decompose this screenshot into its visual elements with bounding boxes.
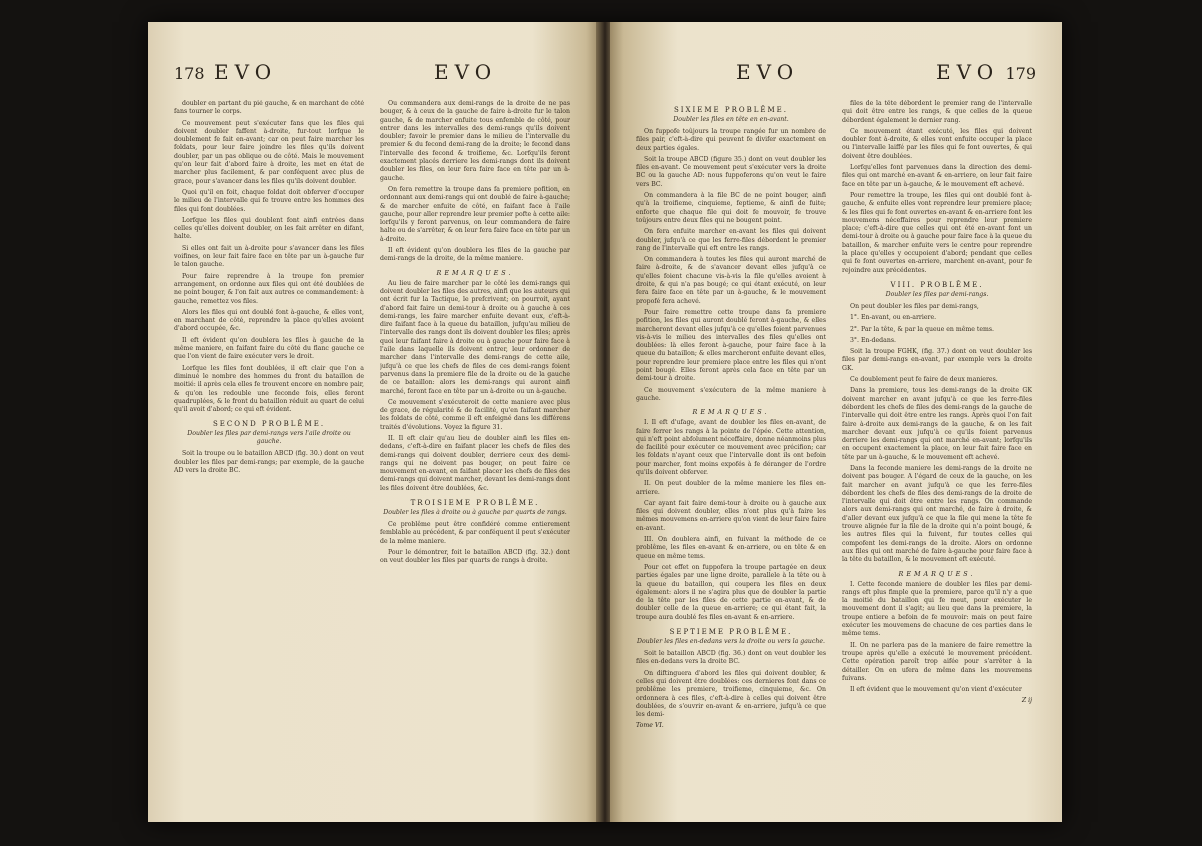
paragraph: doubler en partant du pié gauche, & en marchant de côté fans tourner le corps. [174,100,364,116]
paragraph: files de la tête débordent le premier rang de l'intervalle qui doit être entre les rangs, & que celles de la queue débordent également le dernier rang. [842,100,1032,124]
paragraph: Au lieu de faire marcher par le côté les demi-rangs qui doivent doubler les files des autres, ainfi que les auteurs qui ont écrit fur la Tactique, le prefcrivent; on pourroit, ayant d'abord fait faire un demi-tour à droite ou à gauche à ces demi-rangs, les faire marcher enfuite devant eux, c'eft-à-dire faifant face à la queue du bataillon, jufqu'au milieu de l'intervalle des rangs dont ils doivent doubler les files; après quoi leur faifant faire à droite ou à gauche pour faire face à l'aile dans laquelle ils doivent entrer, leur ordonner de marcher dans l'intervalle des demi-rangs de cette aile, jufqu'à ce que les chefs de files de ces demi-rangs foient parvenus dans la premiere file de la droite ou de la gauche de ce bataillon: alors les demi-rangs qui auront ainfi marché, feront face en tête par un à-droite ou un à-gauche. [380,279,570,395]
paragraph: Pour faire remettre cette troupe dans fa premiere pofition, les files qui auront doublé feront à-gauche, & elles marcheront devant elles jufqu'à ce qu'elles foient parvenues vis-à-vis le milieu des intervalles des files qu'elles ont doublées: là elles feront à-gauche, pour faire face à la queue du bataillon; & elles marcheront enfuite devant elles, pour reprendre leur premiere place entre les files qui n'ont point bougé. Elles feront après cela face en tête par un demi-tour à droite. [636,308,826,383]
paragraph: Ce doublement peut fe faire de deux manieres. [850,376,998,384]
paragraph: On diftinguera d'abord les files qui doivent doubler, & celles qui doivent être doublées: ces dernieres font dans ce problême les premiere, troifieme, cinquieme, &c. On ordonnera à ces files, c'eft-à-dire à celles qui doivent être doublées, de s'ouvrir en-avant & en-arriere, jufqu'à ce que les demi- [636,669,826,719]
paragraph: II. Il eft clair qu'au lieu de doubler ainfi les files en-dedans, c'eft-à-dire en faifant placer les chefs de files des demi-rangs qui doivent doubler, derriere ceux des demi-rangs qui ne doivent pas bouger, on peut faire ce mouvement en-avant, en faifant placer les chefs de files des demi-rangs qui doivent marcher, devant les demi-rangs dont les files doivent être doublées, &c. [380,434,570,492]
paragraph: Si elles ont fait un à-droite pour s'avancer dans les files voifines, on leur fait faire face en tête par un à-gauche fur le talon gauche. [174,244,364,269]
section-heading: TROISIEME PROBLÊME. [410,499,540,508]
paragraph: Alors les files qui ont doublé font à-gauche, & elles vont, en marchant de côté, reprendre la place qu'elles avoient d'abord occupée, &c. [174,308,364,333]
paragraph: On commandera à la file BC de ne point bouger, ainfi qu'à la troifieme, cinquieme, feptieme, & ainfi de fuite; enforte que chaque file qui doit fe mouvoir, fe trouve toûjours entre deux files qui ne bougent point. [636,192,826,224]
open-book [148,22,1062,822]
section-heading: SEPTIEME PROBLÊME. [669,628,793,637]
left-head-word: EVO [214,60,278,84]
section-subtitle: Doubler les files à droite ou à gauche par quarts de rangs. [383,509,567,517]
right-column-1 [636,100,826,804]
left-column-2 [380,100,570,804]
paragraph: Lorfqu'elles font parvenues dans la direction des demi-files qui ont marché en-avant & en-arriere, on leur fait faire face en tête par un à-gauche, & le mouvement eft achevé. [842,164,1032,188]
right-columns [636,100,1036,804]
paragraph: On fera remettre la troupe dans fa premiere pofition, en ordonnant aux demi-rangs qui ont doublé de faire à-gauche; & de marcher enfuite de côté, en faifant face à l'aile gauche, pour aller reprendre leur premier pofte à cette aile: lorfqu'ils y feront parvenus, on leur commandera de faire halte ou de s'arrêter, & on leur fera faire face en tête par un à-droite. [380,185,570,243]
paragraph: Soit la troupe FGHK, (fig. 37.) dont on veut doubler les files par demi-rangs en-avant, par exemple vers la droite GK. [842,348,1032,372]
paragraph: On commandera à toutes les files qui auront marché de faire à-droite, & de s'avancer devant elles jufqu'à ce qu'elles foient chacune vis-à-vis la file qu'elles avoient à droite, & qui n'a pas bougé; ce qui étant exécuté, on leur fera faire face en tête par un à-gauche, & le mouvement propofé fera achevé. [636,256,826,305]
remarks-heading: REMARQUES. [436,268,514,277]
paragraph: Il eft évident qu'on doublera les files à gauche de la même maniere, en faifant faire du côté du flanc gauche ce que l'on vient de faire exécuter vers le droit. [174,336,364,361]
paragraph: Quoi qu'il en foit, chaque foldat doit obferver d'occuper le milieu de l'intervalle qui fe trouve entre les hommes des files qui font doublées. [174,188,364,213]
right-page-number: 179 [1005,64,1036,83]
paragraph: 3°. En-dedans. [850,336,896,344]
right-head-word: EVO [936,60,1000,84]
paragraph: On peut doubler les files par demi-rangs, [850,302,979,310]
paragraph: Dans la premiere, tous les demi-rangs de la droite GK doivent marcher en avant jufqu'à ce que les ferre-files débordent les chefs de files des demi-rangs de la gauche de l'intervalle qui doit être entre les rangs. Après quoi l'on fait faire à-droite aux demi-rangs de la gauche, & on les fait marcher devant eux jufqu'à ce qu'ils foient parvenus derriere les demi-rangs qui ont marché en-avant; lorfqu'ils en occupent exactement la place, on leur fait faire face en tête par un à-gauche, & le mouvement eft achevé. [842,387,1032,461]
paragraph: On fera enfuite marcher en-avant les files qui doivent doubler, jufqu'à ce que les ferre-files débordent le premier rang de l'intervalle qui eft entre les rangs. [636,228,826,252]
paragraph: Soit la troupe ou le bataillon ABCD (fig. 30.) dont on veut doubler les files par demi-rangs; par exemple, de la gauche AD vers la droite BC. [174,450,364,474]
right-column-2 [842,100,1032,804]
paragraph: II. On ne parlera pas de la maniere de faire remettre la troupe après qu'elle a exécuté le mouvement précédent. Cette opération paroît trop aifée pour s'arrêter à la détailler. On en ufera de même dans les mouvemens fuivans. [842,641,1032,682]
section-subtitle: Doubler les files en tête en en-avant. [673,116,789,123]
paragraph: Lorfque les files qui doublent font ainfi entrées dans celles qu'elles doivent doubler, on les fait arrêter en difant, halte. [174,216,364,241]
paragraph: II. On peut doubler de la même maniere les files en-arriere. [636,480,826,496]
paragraph: Soit la troupe ABCD (figure 35.) dont on veut doubler les files en-avant. Ce mouvement peut s'exécuter vers la droite BC ou la gauche AD: nous fuppoferons qu'on veut le faire vers BC. [636,155,826,188]
paragraph: Pour remettre la troupe, les files qui ont doublé font à-gauche, & enfuite elles vont reprendre leur premiere place; & les files qui fe font ouvertes en-avant & en-arriere font les mouvemens néceffaires pour reprendre leur premiere place; c'eft-à-dire que celles qui ont été en-avant font un demi-tour à droite ou à gauche pour faire face à la queue du bataillon, & marcher enfuite vers le centre pour reprendre la place qu'elles y occupoient d'abord; pendant que celles qui fe font ouvertes en-arriere, marchent en-avant, pour fe rejoindre aux précédentes. [842,191,1032,274]
paragraph: Soit le bataillon ABCD (fig. 36.) dont on veut doubler les files en-dedans vers la droite BC. [636,650,826,666]
paragraph: Ce problême peut être confidéré comme entierement femblable au précédent, & par conféquent il peut s'exécuter de la même maniere. [380,521,570,545]
paragraph: Ou commandera aux demi-rangs de la droite de ne pas bouger, & à ceux de la gauche de faire à-droite fur le talon gauche, & de marcher enfuite tous enfemble de côté, pour entrer dans les intervalles des demi-rangs qu'ils doivent doubler; favoir le premier dans le milieu de l'intervalle du premier & du fecond demi-rang de la droite; le fecond dans l'intervalle des fecond & troifieme, &c. Lorfqu'ils feront exactement placés derriere les demi-rangs dont ils doivent doubler les files, on leur fera faire face en tête par un à-gauche. [380,100,570,182]
remarks-heading: REMARQUES. [898,569,976,578]
paragraph: Ce mouvement s'exécuteroit de cette maniere avec plus de grace, de régularité & de facilité, qu'en faifant marcher les foldats de côté, comme il eft enfeigné dans les différens traités d'évolutions. Voyez la figure 31. [380,398,570,431]
left-page-number: 178 [174,64,205,83]
paragraph: Ce mouvement s'exécutera de la même maniere à gauche. [636,386,826,402]
left-head-word-center: EVO [434,60,498,84]
section-subtitle: Doubler les files en-dedans vers la droite ou vers la gauche. [637,638,825,646]
paragraph: I. Cette feconde maniere de doubler les files par demi-rangs eft plus fimple que la premiere, parce qu'il n'y a que la moitié du bataillon qui fe meut, pour exécuter le mouvement dont il s'agit; au lieu que dans la premiere, la troupe entiere a befoin de fe mouvoir: mais on peut faire exécuter les mouvemens de chacune de ces parties dans le même tems. [842,580,1032,638]
left-columns [174,100,574,804]
right-running-head [636,60,1036,92]
section-heading: VIII. PROBLÊME. [890,280,984,289]
left-column-1 [174,100,364,804]
volume-footer: Tome VI. [636,722,664,730]
paragraph: 2°. Par la tête, & par la queue en même tems. [850,325,995,333]
paragraph: Dans la feconde maniere les demi-rangs de la droite ne doivent pas bouger. A l'égard de ceux de la gauche, on les fait marcher en avant jufqu'à ce que les ferre-files débordent les chefs de files des demi-rangs de la droite de l'intervalle qui doit être entre les rangs. On commande alors aux demi-rangs qui ont marché, de faire à droite, & d'aller devant eux jufqu'à ce que la file qui mene la tête fe trouve alignée fur la file de la droite qui n'a point bougé, & les autres files qui la fuivent, fur toutes celles qui compofent les demi-rangs de la droite. Alors on ordonne aux files qui ont marché de faire à-gauche pour faire face à la tête du bataillon, & le mouvement eft exécuté. [842,464,1032,564]
paragraph: I. Il eft d'ufage, avant de doubler les files en-avant, de faire ferrer les rangs à la pointe de l'épée. Cette attention, qui n'eft point abfolument néceffaire, donne néanmoins plus de facilité pour exécuter ce mouvement avec précifion; car les foldats n'ayant ceux que l'intervalle dont ils ont befoin pour marcher, font moins expofés à fe déranger de l'ordre qu'ils doivent obferver. [636,419,826,476]
paragraph: 1°. En-avant, ou en-arriere. [850,314,937,322]
paragraph: Ce mouvement peut s'exécuter fans que les files qui doivent doubler faffent à-droite, fur-tout lorfque le doublement fe fait en-avant; car on peut faire marcher les foldats, pour leur faire joindre les files qu'ils doivent doubler, par un pas oblique ou de côté. Mais le mouvement qu'on leur fait d'abord faire à droite, les met en état de marcher plus facilement, & par conféquent avec plus de grace, pour s'avancer dans les files qu'ils doivent doubler. [174,119,364,185]
section-subtitle: Doubler les files par demi-rangs. [885,290,989,298]
paragraph: Pour cet effet on fuppofera la troupe partagée en deux parties égales par une ligne droite, parallele à la tête ou à la queue du bataillon, qui coupera les files en deux également: alors il ne s'agira plus que de doubler la partie de la tête par les files de cette partie en-avant, & de doubler celle de la queue en-arriere; ce qui étant fait, la troupe aura doublé fes files en-avant & en-arriere. [636,563,826,621]
paragraph: Pour faire reprendre à la troupe fon premier arrangement, on ordonne aux files qui ont été doublées de ne point bouger, & l'on fait aux autres ce commandement: à gauche, remettez vos files. [174,272,364,305]
remarks-heading: REMARQUES. [692,408,770,417]
paragraph: Car ayant fait faire demi-tour à droite ou à gauche aux files qui doivent doubler, elles n'ont plus qu'à faire les mêmes mouvemens en-arriere qu'on vient de leur faire faire en-avant. [636,499,826,532]
signature-footer: Z ij [1021,697,1032,705]
section-subtitle: Doubler les files par demi-rangs vers l'aile droite ou gauche. [187,430,351,446]
section-heading: SIXIEME PROBLÊME. [673,106,789,114]
paragraph: Il eft évident qu'on doublera les files de la gauche par demi-rangs de la droite, de la même maniere. [380,247,570,263]
right-head-word-center: EVO [736,60,800,84]
left-page [148,22,600,822]
paragraph: III. On doublera ainfi, en fuivant la méthode de ce problême, les files en-avant & en-arriere, ou en tête & en queue en même tems. [636,536,826,560]
paragraph: Il eft évident que le mouvement qu'on vient d'exécuter [850,686,1022,694]
paragraph: On fuppofe toûjours la troupe rangée fur un nombre de files pair, c'eft-à-dire qui peuvent fe divifer exactement en deux parties égales. [636,128,826,152]
paragraph: Pour le démontrer, foit le bataillon ABCD (fig. 32.) dont on veut doubler les files par quarts de rangs à droite. [380,548,570,565]
left-running-head [174,60,574,92]
section-heading: SECOND PROBLÊME. [212,420,326,429]
paragraph: Ce mouvement étant exécuté, les files qui doivent doubler font à-droite, & elles vont enfuite occuper la place ou l'intervalle laiffé par les files qui fe font ouvertes, & qui doivent être doublées. [842,127,1032,160]
right-page [610,22,1062,822]
paragraph: Lorfque les files font doublées, il eft clair que l'on a diminué le nombre des hommes du front du bataillon de moitié: il après cela elles fe trouvent encore en nombre pair, & qu'on les redouble une feconde fois, elles feront quadruplées, & le front du bataillon réduit au quart de celui qu'il avoit d'abord; ce qui eft évident. [174,364,364,414]
